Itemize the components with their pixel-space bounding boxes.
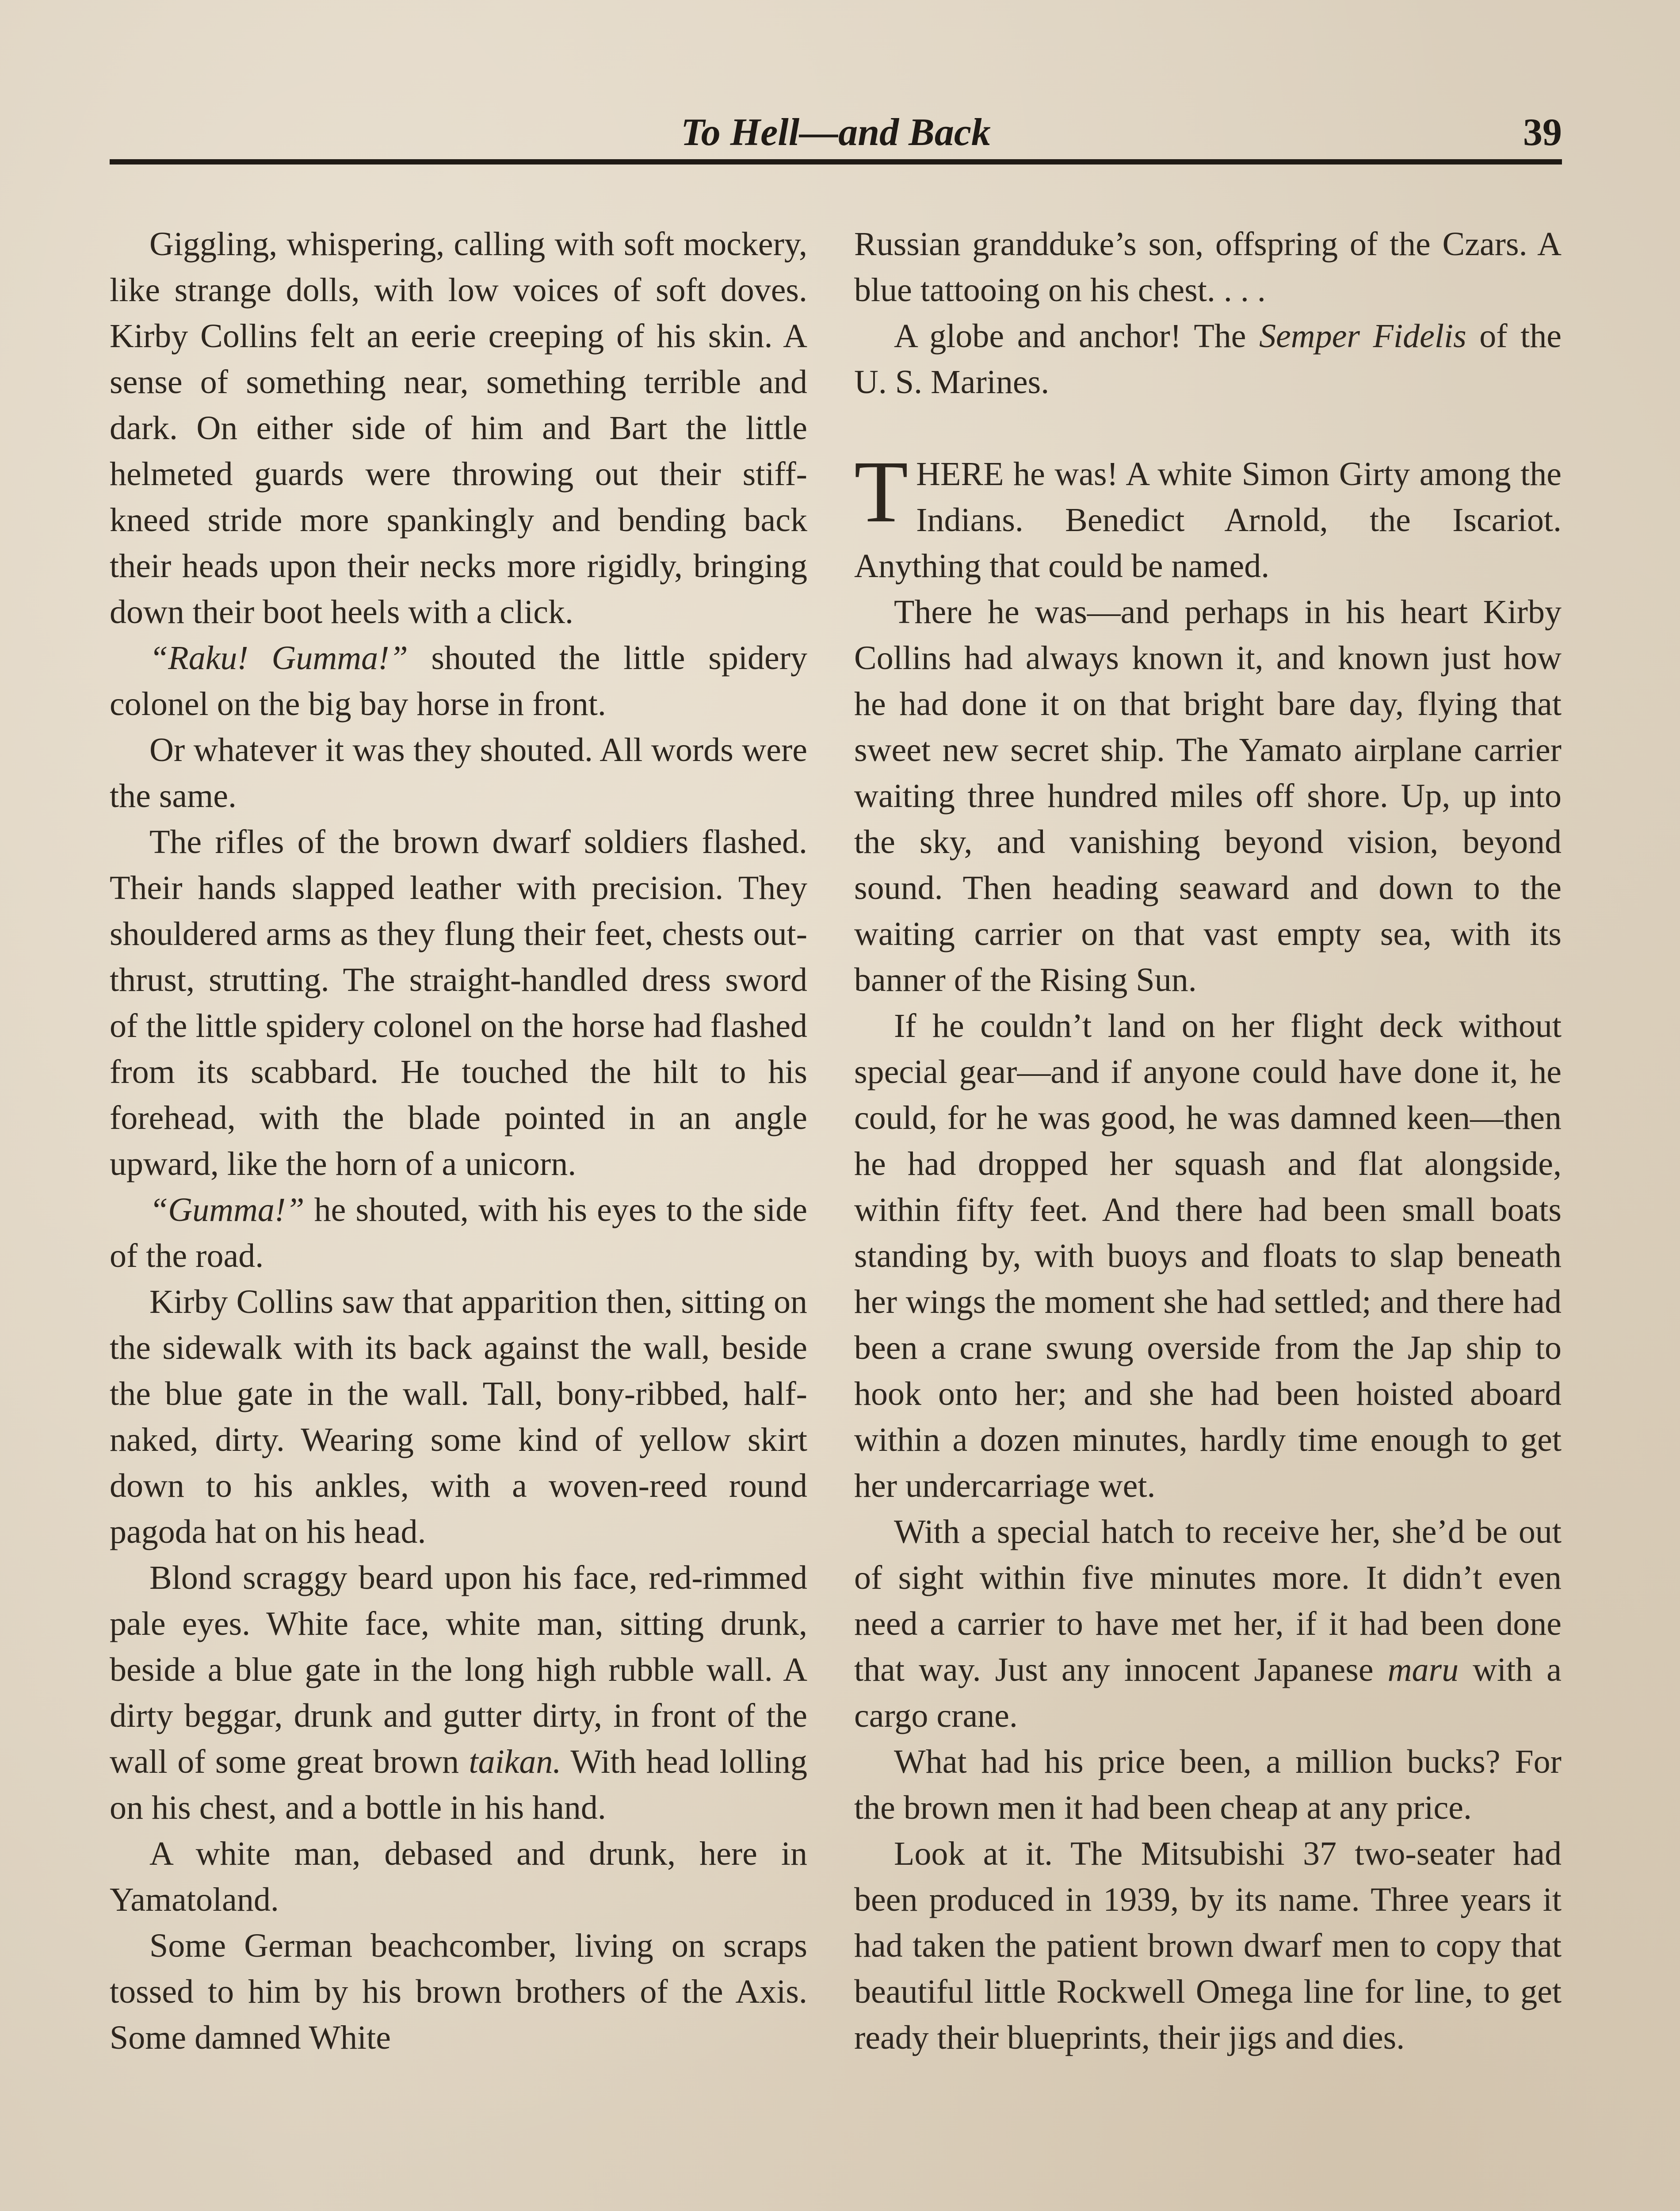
paragraph-text: shouted the little spidery colonel on the big bay horse in front.: [110, 639, 808, 723]
paragraph: [110, 1187, 807, 1279]
italic-word: maru: [1387, 1651, 1459, 1688]
paragraph-text: he shouted, with his eyes to the side of the road.: [110, 1191, 808, 1274]
paragraph: Look at it. The Mitsubishi 37 two-seater had been produced in 1939, by its name. Three years it had taken the patient brown dwarf men to copy that beautiful little Rockwell Omega line for line, to get ready their blueprints, their jigs and dies.: [854, 1835, 1562, 2056]
paragraph: Kirby Collins saw that apparition then, sitting on the sidewalk with its back against the wall, beside the blue gate in the wall. Tall, bony-ribbed, half-naked, dirty. Wearing some kind of yellow skirt down to his ankles, with a woven-reed round pagoda hat on his head.: [110, 1283, 807, 1550]
paragraph: [854, 443, 1562, 589]
paragraph: The rifles of the brown dwarf soldiers flashed. Their hands slapped leather with precision. They shouldered arms as they flung their feet, chests out-thrust, strutting. The straight-handled dress sword of the little spidery colonel on the horse had flashed from its scabbard. He touched the hilt to his forehead, with the blade pointed in an angle upward, like the horn of a unicorn.: [110, 823, 807, 1182]
header-rule: [110, 159, 1562, 164]
paragraph-text: HERE he was! A white Simon Girty among the Indians. Benedict Arnold, the Iscariot. Anything that could be named.: [854, 455, 1562, 585]
drop-cap: T: [854, 443, 909, 541]
paragraph-text: Blond scraggy beard upon his face, red-rimmed pale eyes. White face, white man, sitting drunk, beside a blue gate in the long high rubble wall. A dirty beggar, drunk and gutter dirty, in front of the wall of some great brown: [110, 1559, 807, 1780]
paragraph: [854, 1509, 1562, 1739]
paragraph: There he was—and perhaps in his heart Kirby Collins had always known it, and known just how he had done it on that bright bare day, flying that sweet new secret ship. The Yamato airplane carrier waiting three hundred miles off shore. Up, up into the sky, and vanishing beyond vision, beyond sound. Then heading seaward and down to the waiting carrier on that vast empty sea, with its banner of the Rising Sun.: [854, 593, 1562, 998]
paragraph-text: With head lolling on his chest, and a bottle in his hand.: [110, 1743, 807, 1826]
paragraph-text: With a special hatch to receive her, she’d be out of sight within five minutes more. It didn’t even need a carrier to have met her, if it had been done that way. Just any innocent Japanese: [854, 1513, 1562, 1688]
italic-phrase: “Raku! Gumma!”: [149, 639, 408, 677]
paragraph-text: of the U. S. Marines.: [854, 317, 1562, 401]
left-column: [110, 221, 807, 2061]
paragraph: [110, 1555, 807, 1831]
italic-word: taikan.: [469, 1743, 561, 1780]
section-break: [854, 405, 1562, 451]
paragraph: Russian grandduke’s son, offspring of the Czars. A blue tattooing on his chest. . . .: [854, 226, 1562, 309]
paragraph: What had his price been, a million bucks? For the brown men it had been cheap at any price.: [854, 1743, 1562, 1826]
paragraph: A white man, debased and drunk, here in Yamatoland.: [110, 1835, 807, 1918]
paragraph: Giggling, whispering, calling with soft mockery, like strange dolls, with low voices of soft doves. Kirby Collins felt an eerie creeping of his skin. A sense of something near, something terrible and dark. On either side of him and Bart the little helmeted guards were throwing out their stiff-kneed stride more spankingly and bending back their heads upon their necks more rigidly, bringing down their boot heels with a click.: [110, 226, 807, 631]
paragraph: If he couldn’t land on her flight deck without special gear—and if anyone could have done it, he could, for he was good, he was damned keen—then he had dropped her squash and flat alongside, within fifty feet. And there had been small boats standing by, with buoys and floats to slap beneath her wings the moment she had settled; and there had been a crane swung overside from the Jap ship to hook onto her; and she had been hoisted aboard within a dozen minutes, hardly time enough to get her undercarriage wet.: [854, 1007, 1562, 1504]
right-column: [854, 221, 1562, 2061]
italic-phrase: “Gumma!”: [149, 1191, 305, 1228]
paragraph: Or whatever it was they shouted. All words were the same.: [110, 731, 807, 815]
paragraph: Some German beachcomber, living on scraps tossed to him by his brown brothers of the Axis. Some damned White: [110, 1927, 807, 2056]
page-number: 39: [1523, 111, 1562, 154]
paragraph-text: with a cargo crane.: [854, 1651, 1562, 1734]
paragraph: [110, 635, 807, 727]
running-title: To Hell—and Back: [681, 111, 991, 154]
italic-phrase: Semper Fidelis: [1259, 317, 1466, 355]
running-header: [110, 106, 1562, 164]
paragraph: [854, 313, 1562, 405]
paragraph-text: A globe and anchor! The: [894, 317, 1246, 355]
